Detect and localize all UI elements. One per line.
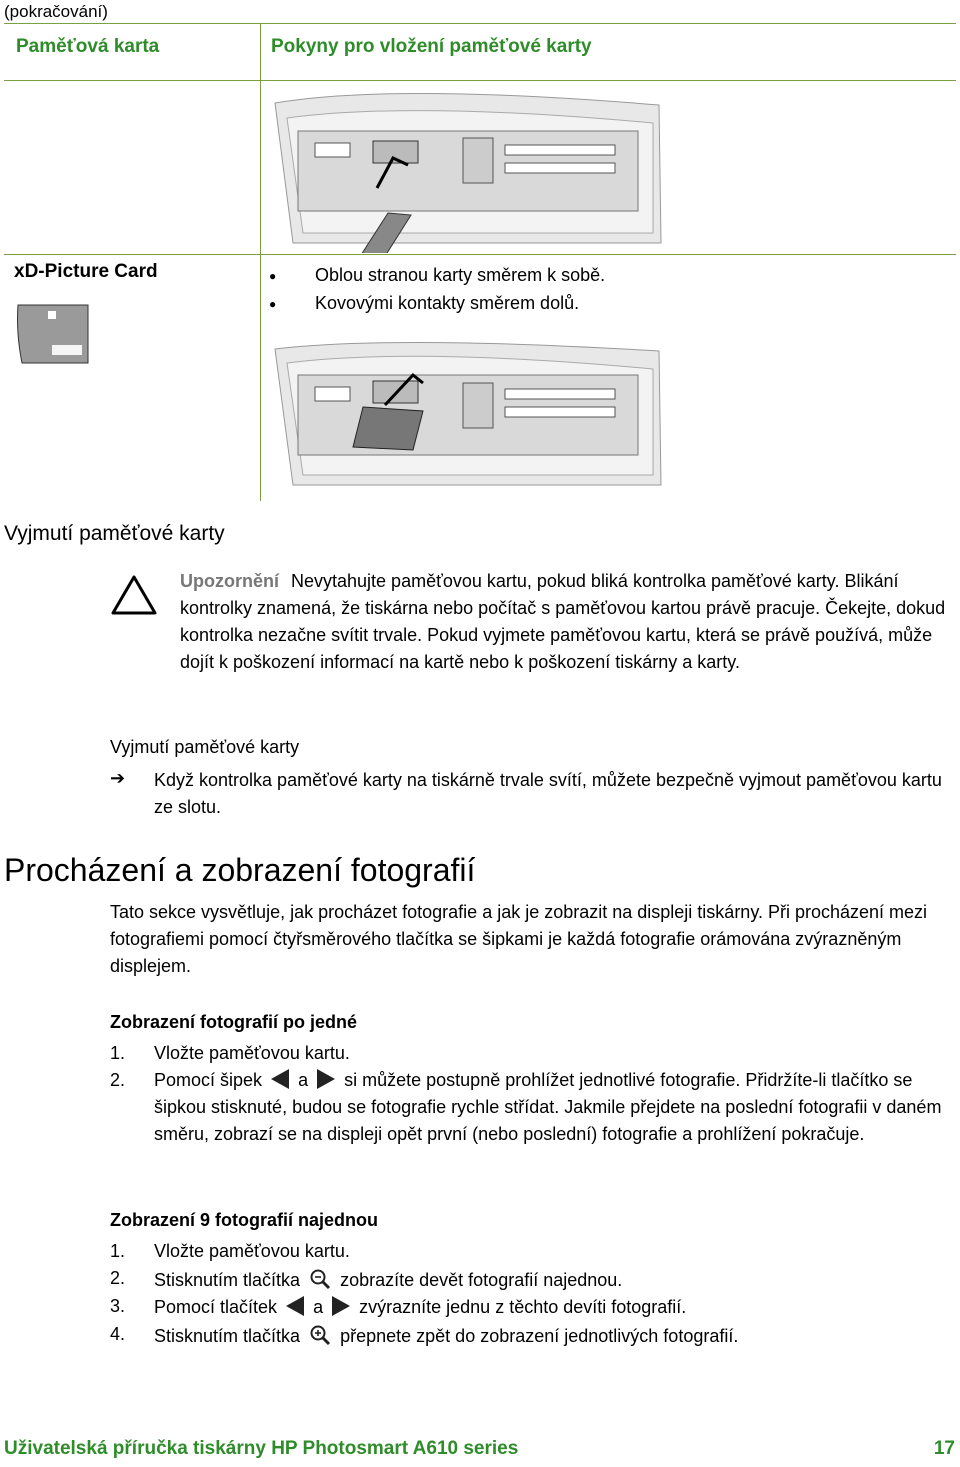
caution-label: Upozornění <box>180 571 279 591</box>
step-number: 3. <box>110 1296 126 1316</box>
subsection-heading-one: Zobrazení fotografií po jedné <box>110 1012 357 1032</box>
right-arrow-icon <box>317 1069 335 1089</box>
step-number: 1. <box>110 1043 126 1063</box>
caution-body: Nevytahujte paměťovou kartu, pokud bliká kontrolka paměťové karty. Blikání kontrolky znamená, že tiskárna nebo počítač s paměťovou kartou právě pracuje. Čekejte, dokud kontrolka nezačne svítit trvale. Pokud vyjmete paměťovou kartu, která se právě používá, může dojít k poškození informací na kartě nebo k poškození tiskárny a karty. <box>180 571 946 672</box>
table-header-row <box>4 24 956 81</box>
right-arrow-icon <box>332 1296 350 1316</box>
step-text: Stisknutím tlačítka přepnete zpět do zobrazení jednotlivých fotografií. <box>154 1326 739 1346</box>
step-text: Vložte paměťovou kartu. <box>154 1043 350 1063</box>
instruction-list <box>261 261 956 317</box>
table-row-prev <box>4 81 956 255</box>
page-number: 17 <box>933 1438 955 1459</box>
warning-icon <box>110 574 158 616</box>
list-item: ● Kovovými kontakty směrem dolů. <box>261 289 956 317</box>
step-text: Stisknutím tlačítka zobrazíte devět fotografií najednou. <box>154 1270 623 1290</box>
step-number: 2. <box>110 1070 126 1090</box>
tip-text: Když kontrolka paměťové karty na tiskárně trvale svítí, můžete bezpečně vyjmout paměťovou kartu ze slotu. <box>154 770 942 817</box>
step-text: Pomocí šipek a si můžete postupně prohlížet jednotlivé fotografie. Přidržíte-li tlačítko se šipkou stisknuté, budou se fotografie rychle střídat. Jakmile přejdete na poslední fotografii v daném směru, zobrazí se na displeji opět první (nebo poslední) fotografie a prohlížení pokračuje. <box>154 1070 942 1144</box>
left-arrow-icon <box>271 1069 289 1089</box>
zoom-out-icon <box>309 1268 331 1290</box>
continued-label: (pokračování) <box>4 2 108 21</box>
printer-slot-illustration <box>273 335 673 495</box>
printer-slot-illustration <box>273 83 673 253</box>
card-table <box>4 23 956 501</box>
caution-text <box>180 568 950 676</box>
step-number: 4. <box>110 1324 126 1344</box>
step-text: Pomocí tlačítek a zvýrazníte jednu z těchto devíti fotografií. <box>154 1297 687 1317</box>
table-row <box>4 255 956 502</box>
step-number: 1. <box>110 1241 126 1261</box>
xd-card-icon <box>14 303 92 365</box>
left-arrow-icon <box>286 1296 304 1316</box>
section-intro: Tato sekce vysvětluje, jak procházet fotografie a jak je zobrazit na displeji tiskárny. Při procházení mezi fotografiemi pomocí čtyřsměrového tlačítka se šipkami je každá fotografie orámována zvýrazněným displejem. <box>110 902 928 976</box>
section-title: Procházení a zobrazení fotografií <box>4 852 476 888</box>
step-text: Vložte paměťovou kartu. <box>154 1241 350 1261</box>
col-header-instructions: Pokyny pro vložení paměťové karty <box>261 24 957 81</box>
zoom-in-icon <box>309 1324 331 1346</box>
removal-heading: Vyjmutí paměťové karty <box>4 522 225 545</box>
subsection-heading-nine: Zobrazení 9 fotografií najednou <box>110 1210 379 1230</box>
tip-arrow-icon: ➔ <box>110 768 126 788</box>
card-type-label: xD-Picture Card <box>14 261 158 282</box>
footer-title: Uživatelská příručka tiskárny HP Photosmart A610 series <box>4 1438 519 1459</box>
col-header-card: Paměťová karta <box>4 24 261 81</box>
step-number: 2. <box>110 1268 126 1288</box>
removal-subheading: Vyjmutí paměťové karty <box>110 737 300 757</box>
list-item: ● Oblou stranou karty směrem k sobě. <box>261 261 956 289</box>
